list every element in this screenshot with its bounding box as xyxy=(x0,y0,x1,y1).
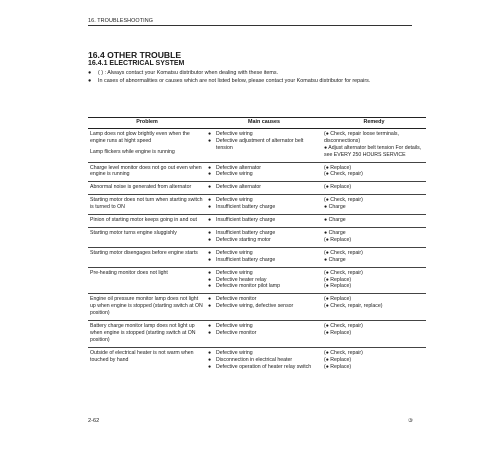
bullet-icon: ● xyxy=(208,249,212,256)
remedy-text: (● Check, repair loose terminals, disconnections) xyxy=(324,130,399,144)
bullet-icon: ● xyxy=(88,70,92,76)
cause-text: Defective wiring xyxy=(216,130,253,137)
cause-text: Defective monitor xyxy=(216,296,257,303)
problem-text: Abnormal noise is generated from alternator xyxy=(90,184,192,191)
troubleshooting-table xyxy=(88,117,426,373)
cause-item xyxy=(208,364,320,371)
remedy-text: ● Charge xyxy=(324,217,346,224)
causes-cell xyxy=(206,215,322,228)
cause-item xyxy=(208,303,320,310)
table-row xyxy=(88,128,426,162)
remedy-text: (● Check, repair) xyxy=(324,171,363,178)
remedy-text: (● Check, repair) xyxy=(324,197,363,204)
problem-text: Pinion of starting motor keeps going in and out xyxy=(90,217,197,224)
bullet-icon: ● xyxy=(208,171,212,178)
cause-text: Insufficient battery charge xyxy=(216,204,276,211)
remedy-cell xyxy=(322,294,426,321)
remedy-text: (● Replace) xyxy=(324,363,352,370)
table-row xyxy=(88,347,426,373)
cause-text: Defective wiring xyxy=(216,323,253,330)
causes-cell xyxy=(206,247,322,267)
subsection-title: 16.4.1 ELECTRICAL SYSTEM xyxy=(88,60,185,67)
remedy-text: (● Check, repair) xyxy=(324,323,363,330)
bullet-icon: ● xyxy=(208,323,212,330)
table-row xyxy=(88,227,426,247)
causes-cell xyxy=(206,267,322,294)
causes-cell xyxy=(206,128,322,162)
remedy-text: (● Replace) xyxy=(324,283,352,290)
cause-text: Insufficient battery charge xyxy=(216,256,276,263)
remedy-text: (● Replace) xyxy=(324,276,352,283)
problem-cell xyxy=(88,294,206,321)
remedy-text: ● Adjust alternator belt tension For details, see EVERY 250 HOURS SERVICE xyxy=(324,144,422,158)
header-rule xyxy=(88,25,412,26)
bullet-icon: ● xyxy=(208,204,212,211)
cause-text: Defective wiring, defective sensor xyxy=(216,303,294,310)
cause-text: Defective starting motor xyxy=(216,236,271,243)
table-row xyxy=(88,162,426,182)
cause-item xyxy=(208,171,320,178)
remedy-text: (● Replace) xyxy=(324,329,352,336)
remedy-text: ● Charge xyxy=(324,256,346,263)
cause-item xyxy=(208,296,320,303)
causes-cell xyxy=(206,347,322,373)
cause-text: Defective wiring xyxy=(216,171,253,178)
problem-text: Lamp flickers while engine is running xyxy=(90,148,175,155)
cause-item xyxy=(208,250,320,257)
remedy-text: (● Check, repair, replace) xyxy=(324,303,383,310)
causes-cell xyxy=(206,162,322,182)
remedy-cell xyxy=(322,321,426,348)
table-row xyxy=(88,182,426,195)
cause-item xyxy=(208,283,320,290)
remedy-text: (● Check, repair) xyxy=(324,349,363,356)
remedy-cell xyxy=(322,128,426,162)
bullet-icon: ● xyxy=(208,363,212,370)
bullet-icon: ● xyxy=(88,77,92,84)
table-row xyxy=(88,294,426,321)
table-row xyxy=(88,267,426,294)
remedy-cell xyxy=(322,347,426,373)
remedy-text: (● Check, repair) xyxy=(324,269,363,276)
section-header: 16. TROUBLESHOOTING xyxy=(88,18,154,24)
remedy-cell xyxy=(322,227,426,247)
bullet-icon: ● xyxy=(208,229,212,236)
bullet-icon: ● xyxy=(208,197,212,204)
problem-text: Pre-heating monitor does not light xyxy=(90,269,168,276)
cause-item xyxy=(208,197,320,204)
intro-note xyxy=(88,70,414,78)
remedy-text: (● Replace) xyxy=(324,296,352,303)
bullet-icon: ● xyxy=(208,283,212,290)
remedy-text: (● Replace) xyxy=(324,184,352,191)
remedy-text: (● Check, repair) xyxy=(324,249,363,256)
causes-cell xyxy=(206,294,322,321)
bullet-icon: ● xyxy=(208,184,212,191)
remedy-cell xyxy=(322,215,426,228)
problem-cell xyxy=(88,162,206,182)
cause-text: Defective wiring xyxy=(216,349,253,356)
problem-cell xyxy=(88,247,206,267)
problem-cell xyxy=(88,347,206,373)
table-row xyxy=(88,247,426,267)
problem-cell xyxy=(88,321,206,348)
causes-cell xyxy=(206,227,322,247)
table-header-row xyxy=(88,118,426,129)
page-number: 2-62 xyxy=(88,418,100,424)
cause-text: Disconnection in electrical heater xyxy=(216,356,293,363)
bullet-icon: ● xyxy=(208,164,212,171)
causes-cell xyxy=(206,195,322,215)
bullet-icon: ● xyxy=(208,303,212,310)
bullet-icon: ● xyxy=(208,356,212,363)
bullet-icon: ● xyxy=(208,296,212,303)
bullet-icon: ● xyxy=(208,256,212,263)
problem-text: Battery charge monitor lamp does not light up when engine is stopped (starting switch at ON position) xyxy=(90,323,196,343)
table-body xyxy=(88,128,426,373)
cause-item xyxy=(208,277,320,284)
cause-item xyxy=(208,323,320,330)
section-title: 16.4 OTHER TROUBLE xyxy=(88,50,182,60)
bullet-icon: ● xyxy=(208,130,212,137)
cause-text: Defective operation of heater relay switch xyxy=(216,363,312,370)
cause-item xyxy=(208,357,320,364)
intro-note-text: In cases of abnormalities or causes which are not listed below, please contact your Komatsu distributor for repairs. xyxy=(98,77,371,84)
causes-cell xyxy=(206,321,322,348)
cause-item xyxy=(208,131,320,138)
remedy-cell xyxy=(322,182,426,195)
remedy-text: (● Replace) xyxy=(324,356,352,363)
bullet-icon: ● xyxy=(208,137,212,144)
cause-item xyxy=(208,350,320,357)
problem-cell xyxy=(88,182,206,195)
cause-item xyxy=(208,184,320,191)
problem-text: Lamp does not glow brightly even when the engine runs at hight speed xyxy=(90,130,190,144)
problem-text: Outside of electrical heater is not warm when touched by hand xyxy=(90,349,194,363)
cause-text: Defective alternator xyxy=(216,184,261,191)
problem-text: Starting motor does not turn when starting switch is turned to ON xyxy=(90,197,203,211)
bullet-icon: ● xyxy=(208,349,212,356)
table-row xyxy=(88,321,426,348)
intro-note xyxy=(88,78,414,86)
cause-text: Defective wiring xyxy=(216,249,253,256)
bullet-icon: ● xyxy=(208,217,212,224)
intro-notes xyxy=(88,70,414,85)
remedy-cell xyxy=(322,162,426,182)
cause-text: Defective alternator xyxy=(216,164,261,171)
cause-item xyxy=(208,165,320,172)
problem-text: Charge level monitor does not go out even when engine is running xyxy=(90,164,202,178)
problem-cell xyxy=(88,128,206,162)
bullet-icon: ● xyxy=(208,276,212,283)
remedy-cell xyxy=(322,195,426,215)
cause-text: Defective monitor xyxy=(216,329,257,336)
column-header-problem: Problem xyxy=(88,118,206,129)
problem-text: Starting motor disengages before engine starts xyxy=(90,249,198,256)
problem-cell xyxy=(88,227,206,247)
cause-item xyxy=(208,257,320,264)
column-header-causes: Main causes xyxy=(206,118,322,129)
problem-cell xyxy=(88,267,206,294)
cause-text: Defective monitor pilot lamp xyxy=(216,283,281,290)
remedy-text: (● Replace) xyxy=(324,164,352,171)
problem-cell xyxy=(88,215,206,228)
remedy-cell xyxy=(322,267,426,294)
table-row xyxy=(88,215,426,228)
cause-text: Defective wiring xyxy=(216,269,253,276)
bullet-icon: ● xyxy=(208,329,212,336)
remedy-text: ● Charge xyxy=(324,229,346,236)
causes-cell xyxy=(206,182,322,195)
remedy-text: (● Replace) xyxy=(324,236,352,243)
remedy-cell xyxy=(322,247,426,267)
cause-item xyxy=(208,204,320,211)
cause-text: Defective adjustment of alternator belt tension xyxy=(216,137,304,151)
cause-item xyxy=(208,138,320,152)
cause-item xyxy=(208,330,320,337)
cause-text: Defective heater relay xyxy=(216,276,267,283)
table-row xyxy=(88,195,426,215)
intro-note-text: ( ) : Always contact your Komatsu distributor when dealing with these items. xyxy=(98,70,279,76)
cause-item xyxy=(208,217,320,224)
bullet-icon: ● xyxy=(208,269,212,276)
revision-mark: ③ xyxy=(408,418,414,424)
problem-text: Engine oil pressure monitor lamp does not light up when engine is stopped (starting switch at ON position) xyxy=(90,296,203,317)
cause-item xyxy=(208,237,320,244)
column-header-remedy: Remedy xyxy=(322,118,426,129)
cause-text: Defective wiring xyxy=(216,197,253,204)
problem-text: Starting motor turns engine sluggishly xyxy=(90,229,177,236)
cause-item xyxy=(208,270,320,277)
bullet-icon: ● xyxy=(208,236,212,243)
problem-cell xyxy=(88,195,206,215)
cause-item xyxy=(208,230,320,237)
remedy-text: ● Charge xyxy=(324,204,346,211)
cause-text: Insufficient battery charge xyxy=(216,229,276,236)
cause-text: Insufficient battery charge xyxy=(216,217,276,224)
